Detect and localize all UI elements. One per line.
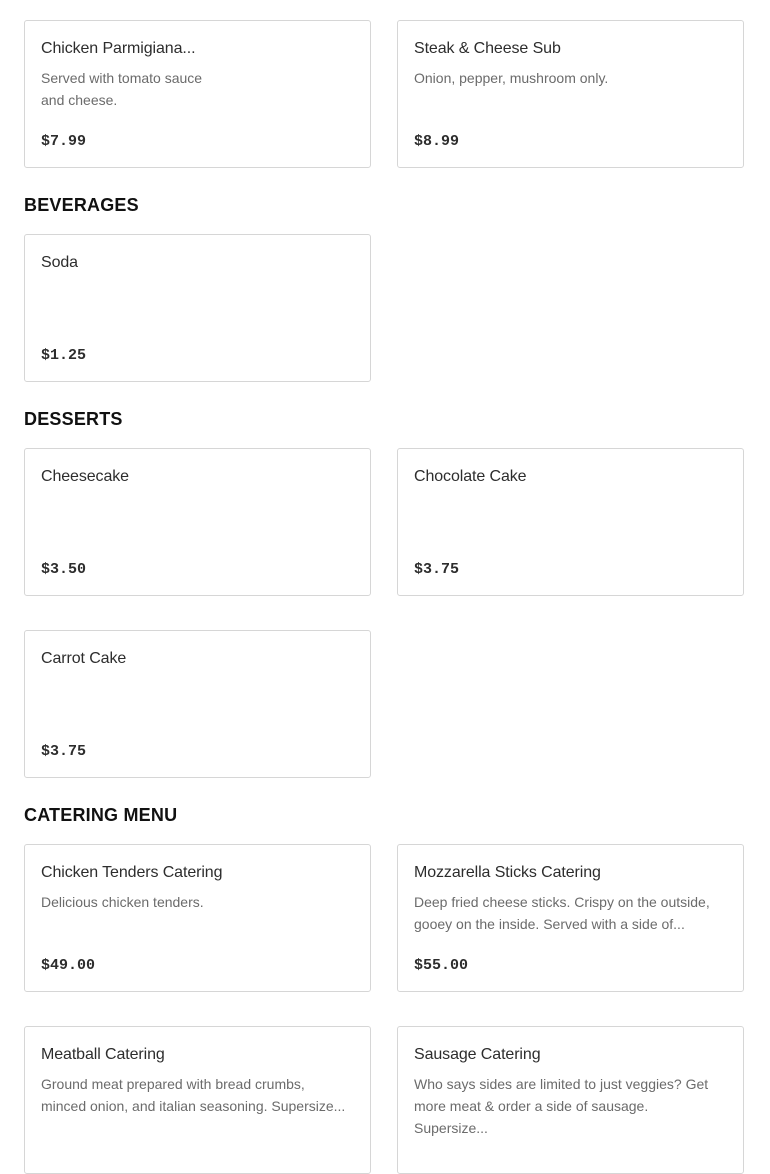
- menu-item-name: Sausage Catering: [414, 1046, 541, 1063]
- menu-item-name: Chocolate Cake: [414, 468, 527, 485]
- menu-item-price: $3.75: [41, 743, 87, 760]
- menu-item-description: Ground meat prepared with bread crumbs, minced onion, and italian seasoning. Supersize...: [41, 1076, 346, 1114]
- menu-item-card[interactable]: [24, 448, 371, 596]
- menu-item-name: Cheesecake: [41, 468, 129, 485]
- menu-item-description: Served with tomato sauce and cheese.: [41, 70, 203, 108]
- menu-item-card[interactable]: [397, 448, 744, 596]
- menu-item-name: Chicken Tenders Catering: [41, 864, 223, 881]
- menu-item-card[interactable]: [24, 234, 371, 382]
- menu-item-card[interactable]: [24, 20, 371, 168]
- menu-item-description: Who says sides are limited to just veggies? Get more meat & order a side of sausage. Supersize...: [414, 1076, 709, 1136]
- menu-item-name: Chicken Parmigiana...: [41, 40, 196, 57]
- menu-item-description: Deep fried cheese sticks. Crispy on the outside, gooey on the inside. Served with a side of...: [414, 894, 710, 932]
- menu-item-price: $1.25: [41, 347, 87, 364]
- menu-item-name: Steak & Cheese Sub: [414, 40, 561, 57]
- menu-item-description: Onion, pepper, mushroom only.: [414, 70, 609, 86]
- menu-item-price: $55.00: [414, 957, 469, 974]
- menu-item-description: Delicious chicken tenders.: [41, 894, 204, 910]
- menu-item-card[interactable]: [397, 20, 744, 168]
- section-title-desserts: DESSERTS: [24, 409, 123, 429]
- menu-item-card[interactable]: [24, 630, 371, 778]
- menu-item-name: Carrot Cake: [41, 650, 127, 667]
- menu-item-name: Mozzarella Sticks Catering: [414, 864, 601, 881]
- menu-item-name: Soda: [41, 254, 78, 271]
- menu-item-name: Meatball Catering: [41, 1046, 165, 1063]
- menu-item-card[interactable]: [24, 844, 371, 992]
- menu-item-price: $8.99: [414, 133, 460, 150]
- menu-item-card[interactable]: [397, 1026, 744, 1174]
- menu-item-price: $3.75: [414, 561, 460, 578]
- section-title-beverages: BEVERAGES: [24, 195, 139, 215]
- menu-item-card[interactable]: [397, 844, 744, 992]
- menu-item-price: $7.99: [41, 133, 87, 150]
- section-title-catering: CATERING MENU: [24, 805, 178, 825]
- menu-item-card[interactable]: [24, 1026, 371, 1174]
- menu-item-price: $49.00: [41, 957, 96, 974]
- menu-item-price: $3.50: [41, 561, 87, 578]
